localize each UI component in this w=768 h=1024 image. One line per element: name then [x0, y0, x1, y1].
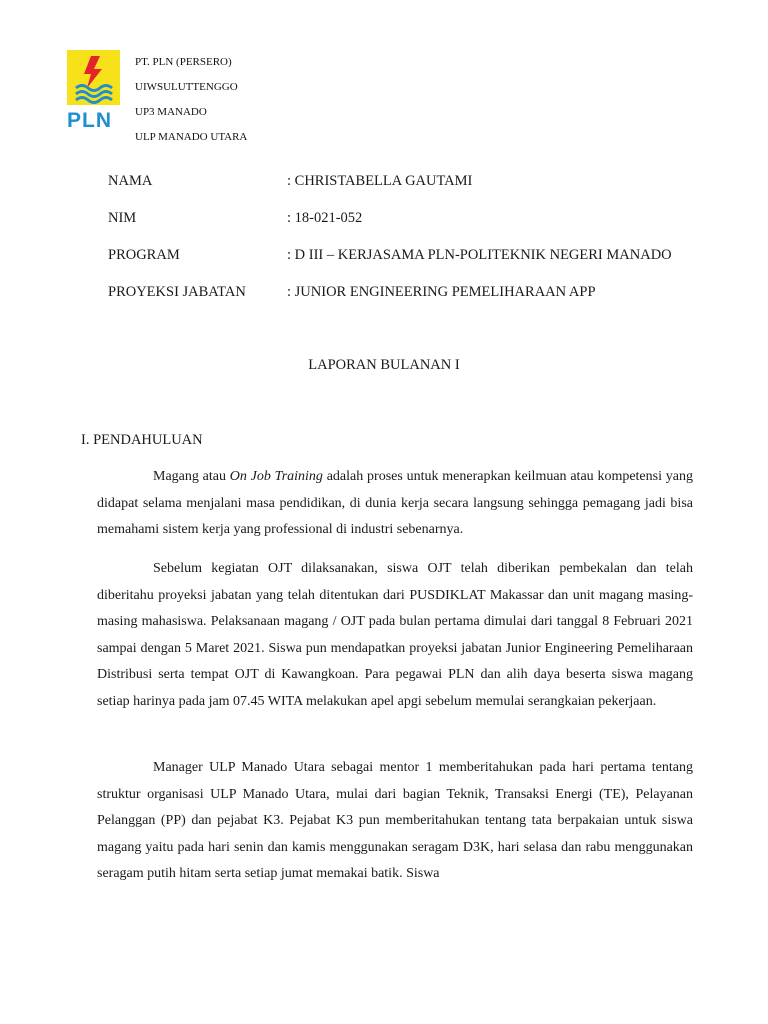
identity-label: NAMA [108, 173, 153, 189]
paragraph-1-start: Magang atau [153, 469, 230, 484]
paragraph-2: Sebelum kegiatan OJT dilaksanakan, siswa OJT telah diberikan pembekalan dan telah diberitahu proyeksi jabatan yang telah ditentukan dari PUSDIKLAT Makassar dan unit magang masing-masing mahasiswa. Pelaksanaan magang / OJT pada bulan pertama dimulai dari tanggal 8 Februari 2021 sampai dengan 5 Maret 2021. Siswa pun mendapatkan proyeksi jabatan Junior Engineering Pemeliharaan Distribusi serta tempat OJT di Kawangkoan. Para pegawai PLN dan alih daya beserta siswa magang setiap harinya pada jam 07.45 WITA melakukan apel apgi sebelum memulai serangkaian pekerjaan. [97, 561, 693, 709]
paragraph-1-rest: adalah proses untuk menerapkan keilmuan atau kompetensi yang didapat selama menjalani masa pendidikan, di dunia kerja secara langsung sehingga pemagang jadi bisa memahami sistem kerja yang professional di industri sebenarnya. [97, 469, 693, 538]
lightning-bolt-icon [67, 50, 120, 105]
identity-value: : CHRISTABELLA GAUTAMI [287, 173, 473, 189]
logo-wordmark: PLN [67, 109, 112, 132]
report-title: LAPORAN BULANAN I [308, 357, 460, 373]
org-line-up3: UP3 MANADO [135, 106, 207, 118]
italic-term: On Job Training [229, 469, 323, 484]
identity-value: : 18-021-052 [287, 210, 363, 226]
org-line-region: UIWSULUTTENGGO [135, 81, 238, 93]
identity-value: : D III – KERJASAMA PLN-POLITEKNIK NEGERI MANADO [287, 247, 672, 263]
org-line-ulp: ULP MANADO UTARA [135, 131, 248, 143]
identity-label: PROYEKSI JABATAN [108, 284, 246, 300]
org-line-company: PT. PLN (PERSERO) [135, 56, 232, 68]
section-heading: I. PENDAHULUAN [81, 432, 203, 448]
identity-value: : JUNIOR ENGINEERING PEMELIHARAAN APP [287, 284, 596, 300]
identity-label: PROGRAM [108, 247, 180, 263]
identity-label: NIM [108, 210, 137, 226]
paragraph-3: Manager ULP Manado Utara sebagai mentor 1 memberitahukan pada hari pertama tentang struktur organisasi ULP Manado Utara, mulai dari bagian Teknik, Transaksi Energi (TE), Pelayanan Pelanggan (PP) dan pejabat K3. Pejabat K3 pun memberitahukan tentang tata berpakaian untuk siswa magang yaitu pada hari senin dan kamis menggunakan seragam D3K, hari selasa dan rabu menggunakan seragam putih hitam serta setiap jumat memakai batik. Siswa [97, 760, 693, 882]
paragraph-1 [97, 464, 693, 544]
organization-header [135, 50, 247, 150]
pln-logo [67, 50, 122, 133]
logo-emblem [67, 50, 120, 105]
